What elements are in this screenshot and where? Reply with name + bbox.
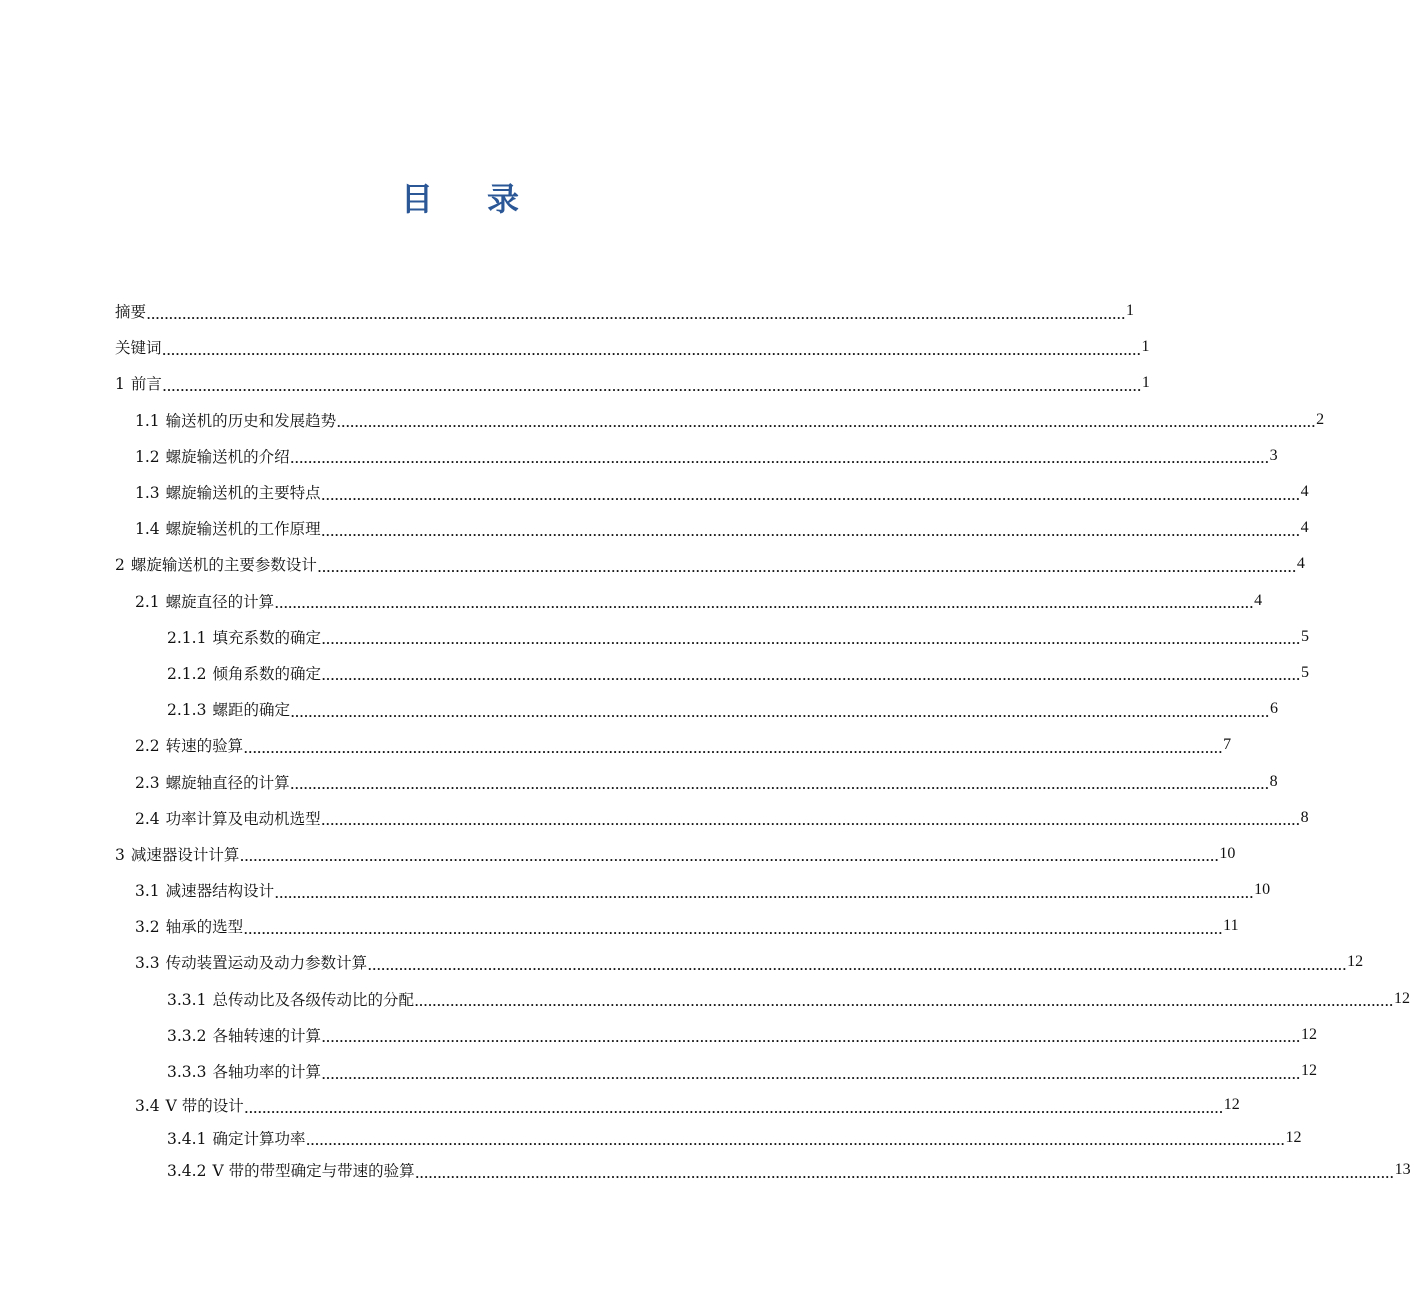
toc-entry[interactable] — [0, 402, 1325, 438]
dot-leader: ............................................................................................................................................................................................................................ — [415, 1165, 1395, 1181]
toc-entry-text: 输送机的历史和发展趋势 — [165, 411, 337, 430]
toc-entry-title — [167, 626, 322, 648]
toc-entry-title — [135, 590, 275, 612]
toc-entry-text: 功率计算及电动机选型 — [165, 809, 321, 828]
toc-entry[interactable] — [0, 546, 1305, 582]
toc-entry-title — [135, 517, 322, 539]
toc-entry[interactable] — [0, 583, 1263, 619]
toc-entry-page: 4 — [1296, 555, 1305, 573]
toc-entry-number: 2.1 — [135, 592, 160, 611]
toc-entry[interactable] — [0, 619, 1309, 655]
dot-leader: ............................................................................................................................................................................................................................ — [244, 1100, 1224, 1116]
toc-entry-title — [135, 445, 291, 467]
dot-leader: ............................................................................................................................................................................................................................ — [240, 849, 1220, 865]
dot-leader: ............................................................................................................................................................................................................................ — [337, 415, 1317, 431]
toc-entry[interactable] — [0, 1154, 1411, 1187]
toc-entry-page: 10 — [1254, 881, 1271, 899]
toc-entry-text: 减速器设计计算 — [130, 845, 240, 864]
toc-entry-title — [135, 951, 368, 973]
toc-entry-title — [115, 843, 240, 865]
toc-entry-text: 倾角系数的确定 — [212, 664, 321, 683]
toc-entry-number: 3.4.2 — [167, 1162, 207, 1181]
dot-leader: ............................................................................................................................................................................................................................ — [290, 777, 1270, 793]
toc-entry-page: 12 — [1285, 1128, 1302, 1146]
toc-entry-text: 螺旋输送机的主要参数设计 — [130, 556, 317, 575]
toc-entry-page: 5 — [1300, 663, 1309, 681]
toc-entry-text: 关键词 — [115, 339, 162, 358]
toc-entry-text: 螺旋直径的计算 — [165, 592, 275, 611]
page-title — [0, 174, 920, 220]
dot-leader: ............................................................................................................................................................................................................................ — [321, 813, 1301, 829]
toc-entry-page: 12 — [1393, 989, 1410, 1007]
toc-entry[interactable] — [0, 293, 1135, 329]
title-char: 目 — [400, 180, 433, 218]
toc-entry-page: 12 — [1300, 1062, 1317, 1080]
dot-leader: ............................................................................................................................................................................................................................ — [321, 523, 1301, 539]
toc-entry-title — [167, 698, 291, 720]
toc-entry-title — [135, 807, 322, 829]
toc-entry[interactable] — [0, 655, 1309, 691]
toc-entry-title — [167, 662, 322, 684]
toc-entry-text: V 带的带型确定与带速的验算 — [212, 1162, 415, 1181]
toc-entry-page: 4 — [1254, 591, 1263, 609]
toc-entry-title — [135, 1094, 245, 1116]
dot-leader: ............................................................................................................................................................................................................................ — [306, 1133, 1286, 1149]
toc-entry[interactable] — [0, 763, 1278, 799]
toc-entry[interactable] — [0, 981, 1410, 1017]
toc-entry-number: 1 — [115, 375, 125, 394]
toc-entry-page: 8 — [1300, 808, 1309, 826]
toc-entry-title — [167, 1060, 322, 1082]
toc-entry-text: 轴承的选型 — [165, 918, 244, 937]
dot-leader: ............................................................................................................................................................................................................................ — [290, 451, 1270, 467]
dot-leader: ............................................................................................................................................................................................................................ — [162, 378, 1142, 394]
toc-entry-number: 3 — [115, 845, 125, 864]
toc-entry-page: 12 — [1300, 1025, 1317, 1043]
dot-leader: ............................................................................................................................................................................................................................ — [317, 559, 1297, 575]
toc-entry-page: 12 — [1223, 1096, 1240, 1114]
toc-entry-number: 2.2 — [135, 737, 160, 756]
toc-entry-number: 3.4 — [135, 1097, 160, 1116]
toc-entry-title — [167, 1159, 416, 1181]
toc-entry-page: 2 — [1316, 410, 1325, 428]
toc-entry-number: 2.1.2 — [167, 664, 207, 683]
toc-entry-text: 各轴转速的计算 — [212, 1026, 321, 1045]
dot-leader: ............................................................................................................................................................................................................................ — [290, 704, 1270, 720]
toc-entry-text: 螺距的确定 — [212, 701, 290, 720]
toc-entry-title — [135, 915, 244, 937]
toc-entry-page: 3 — [1269, 446, 1278, 464]
toc-entry-page: 13 — [1394, 1161, 1411, 1179]
toc-entry-title — [115, 300, 147, 322]
dot-leader: ............................................................................................................................................................................................................................ — [244, 740, 1224, 756]
toc-entry-title — [115, 553, 318, 575]
toc-entry-text: 转速的验算 — [165, 737, 244, 756]
toc-entry-title — [167, 1024, 322, 1046]
toc-entry-number: 1.4 — [135, 520, 160, 539]
toc-entry-page: 7 — [1223, 736, 1232, 754]
toc-entry-text: 螺旋轴直径的计算 — [165, 773, 290, 792]
toc-entry[interactable] — [0, 474, 1309, 510]
title-char: 录 — [487, 180, 520, 218]
toc-entry-title — [135, 771, 291, 793]
toc-entry-title — [167, 1127, 306, 1149]
toc-entry[interactable] — [0, 800, 1309, 836]
toc-entry-text: 螺旋输送机的主要特点 — [165, 484, 321, 503]
dot-leader: ............................................................................................................................................................................................................................ — [414, 994, 1394, 1010]
dot-leader: ............................................................................................................................................................................................................................ — [321, 487, 1301, 503]
toc-entry-number: 1.1 — [135, 411, 160, 430]
toc-entry-text: 摘要 — [115, 303, 147, 322]
toc-entry-page: 8 — [1269, 772, 1278, 790]
toc-entry-number: 2.3 — [135, 773, 160, 792]
toc-entry[interactable] — [0, 908, 1239, 944]
dot-leader: ............................................................................................................................................................................................................................ — [162, 342, 1142, 358]
dot-leader: ............................................................................................................................................................................................................................ — [321, 1030, 1301, 1046]
toc-entry-page: 4 — [1300, 519, 1309, 537]
toc-entry-number: 2.1.1 — [167, 628, 207, 647]
toc-entry[interactable] — [0, 944, 1364, 980]
toc-entry-text: V 带的设计 — [165, 1097, 244, 1116]
toc-entry-number: 3.3.2 — [167, 1026, 207, 1045]
table-of-contents — [0, 293, 1411, 1187]
toc-entry-title — [135, 879, 275, 901]
dot-leader: ............................................................................................................................................................................................................................ — [321, 632, 1301, 648]
toc-entry-text: 填充系数的确定 — [212, 628, 321, 647]
toc-entry-text: 减速器结构设计 — [165, 882, 275, 901]
toc-entry-text: 螺旋输送机的工作原理 — [165, 520, 321, 539]
toc-entry[interactable] — [0, 438, 1278, 474]
dot-leader: ............................................................................................................................................................................................................................ — [368, 957, 1348, 973]
toc-entry-number: 2.4 — [135, 809, 160, 828]
toc-entry-title — [167, 988, 415, 1010]
toc-entry-page: 11 — [1223, 917, 1239, 935]
toc-entry[interactable] — [0, 1053, 1317, 1089]
toc-entry-title — [115, 336, 163, 358]
dot-leader: ............................................................................................................................................................................................................................ — [275, 885, 1255, 901]
toc-entry-number: 3.2 — [135, 918, 160, 937]
toc-entry-number: 1.2 — [135, 447, 160, 466]
toc-entry-title — [115, 372, 163, 394]
toc-entry-text: 前言 — [130, 375, 162, 394]
toc-entry-number: 2.1.3 — [167, 701, 207, 720]
toc-entry[interactable] — [0, 1089, 1240, 1122]
toc-entry[interactable] — [0, 329, 1150, 365]
dot-leader: ............................................................................................................................................................................................................................ — [244, 921, 1224, 937]
toc-entry-page: 1 — [1126, 302, 1135, 320]
toc-entry[interactable] — [0, 510, 1309, 546]
toc-entry[interactable] — [0, 727, 1232, 763]
toc-entry[interactable] — [0, 1122, 1302, 1155]
toc-entry[interactable] — [0, 872, 1271, 908]
toc-entry-page: 1 — [1141, 338, 1150, 356]
toc-entry-text: 各轴功率的计算 — [212, 1063, 321, 1082]
toc-entry-text: 总传动比及各级传动比的分配 — [212, 990, 414, 1009]
toc-entry[interactable] — [0, 691, 1278, 727]
toc-entry-number: 3.3.1 — [167, 990, 207, 1009]
toc-entry-page: 6 — [1269, 700, 1278, 718]
toc-entry-number: 3.1 — [135, 882, 160, 901]
toc-entry-text: 螺旋输送机的介绍 — [165, 447, 290, 466]
toc-entry[interactable] — [0, 836, 1236, 872]
toc-entry-title — [135, 734, 244, 756]
dot-leader: ............................................................................................................................................................................................................................ — [147, 306, 1127, 322]
dot-leader: ............................................................................................................................................................................................................................ — [321, 668, 1301, 684]
dot-leader: ............................................................................................................................................................................................................................ — [321, 1066, 1301, 1082]
toc-entry-number: 1.3 — [135, 484, 160, 503]
toc-entry[interactable] — [0, 365, 1150, 401]
toc-entry-page: 4 — [1300, 483, 1309, 501]
toc-entry-number: 2 — [115, 556, 125, 575]
toc-entry-page: 5 — [1300, 627, 1309, 645]
toc-entry-page: 1 — [1141, 374, 1150, 392]
toc-entry[interactable] — [0, 1017, 1317, 1053]
toc-entry-page: 12 — [1347, 953, 1364, 971]
dot-leader: ............................................................................................................................................................................................................................ — [275, 596, 1255, 612]
toc-entry-number: 3.4.1 — [167, 1129, 207, 1148]
toc-entry-title — [135, 481, 322, 503]
toc-entry-text: 传动装置运动及动力参数计算 — [165, 954, 368, 973]
toc-entry-number: 3.3 — [135, 954, 160, 973]
toc-entry-number: 3.3.3 — [167, 1063, 207, 1082]
toc-entry-page: 10 — [1219, 844, 1236, 862]
toc-entry-text: 确定计算功率 — [212, 1129, 306, 1148]
toc-entry-title — [135, 409, 337, 431]
